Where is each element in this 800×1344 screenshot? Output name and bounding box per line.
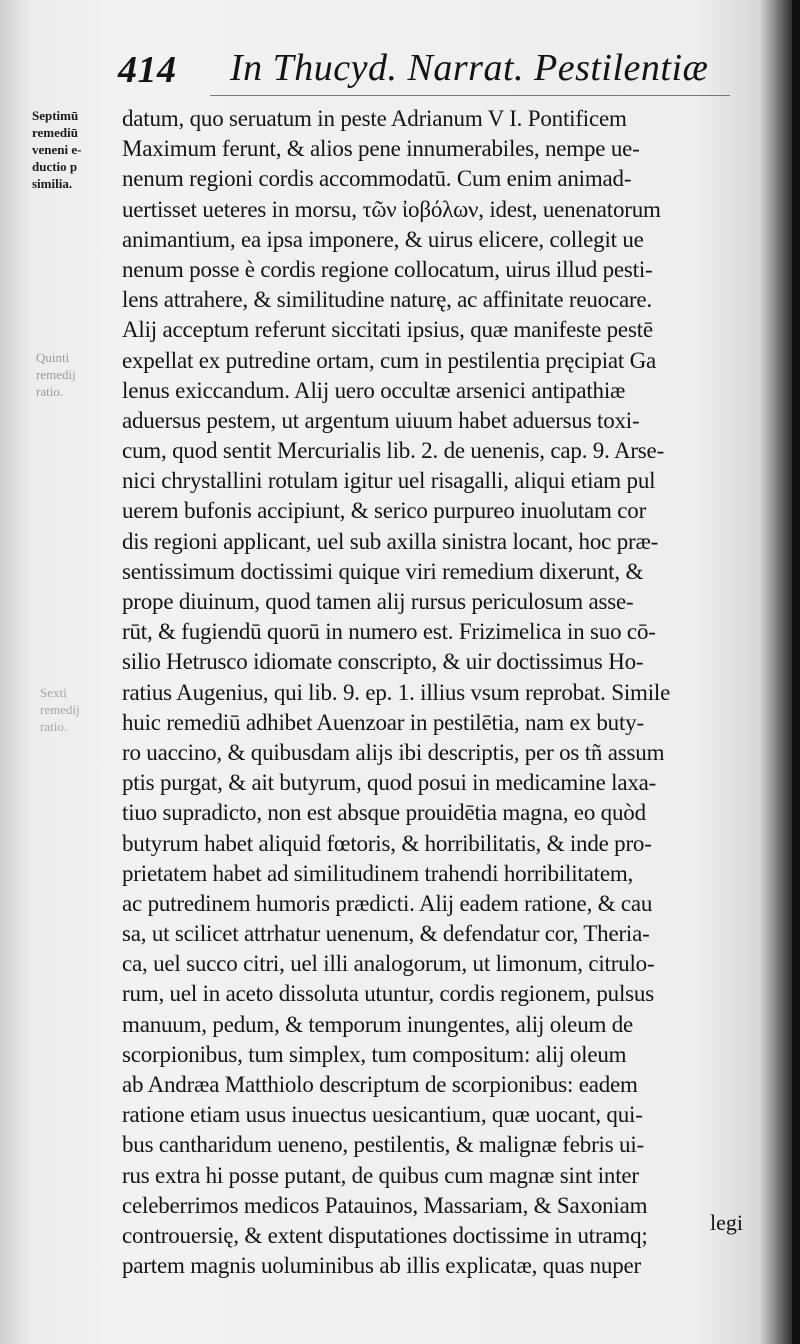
margin-note-line: remediū <box>32 125 78 140</box>
margin-note-line: ratio. <box>40 719 68 734</box>
text-line: datum, quo seruatum in peste Adrianum V I. Pontificem <box>122 106 627 131</box>
margin-note-line: Sexti <box>40 685 67 700</box>
text-line: partem magnis uoluminibus ab illis explicatæ, quas nuper <box>122 1253 641 1279</box>
margin-note-line: Septimū <box>32 108 79 123</box>
running-title: In Thucyd. Narrat. Pestilentiæ <box>230 47 709 89</box>
text-line: ab Andræa Matthiolo descriptum de scorpionibus: eadem <box>122 1072 638 1097</box>
text-line: sa, ut scilicet attrhatur uenenum, & defendatur cor, Theria- <box>122 921 650 947</box>
catchword: legi <box>710 1210 743 1235</box>
text-line: silio Hetrusco idiomate conscripto, & uir doctissimus Ho- <box>122 649 644 675</box>
margin-note-line: remedij <box>36 367 76 382</box>
margin-note-quinti <box>36 350 76 401</box>
page-header <box>118 42 758 98</box>
text-line: scorpionibus, tum simplex, tum compositum: alij oleum <box>122 1041 627 1067</box>
text-line: nenum posse è cordis regione collocatum, uirus illud pesti- <box>122 256 653 282</box>
margin-note-line: remedij <box>40 702 80 717</box>
text-line: Alij acceptum referunt siccitati ipsius, quæ manifeste pestē <box>122 317 653 343</box>
text-line: prietatem habet ad similitudinem trahendi horribilitatem, <box>122 860 634 886</box>
text-line: ptis purgat, & ait butyrum, quod posui in medicamine laxa- <box>122 770 657 796</box>
text-line: ratione etiam usus inuectus uesicantium, quæ uocant, qui- <box>122 1102 643 1128</box>
header-rule <box>210 95 730 96</box>
text-line: cum, quod sentit Mercurialis lib. 2. de uenenis, cap. 9. Arse- <box>122 438 665 464</box>
text-line: sentissimum doctissimi quique viri remedium dixerunt, & <box>122 558 644 584</box>
margin-note-line: Quinti <box>36 350 70 365</box>
text-line: nici chrystallini rotulam igitur uel risagalli, aliqui etiam pul <box>122 468 656 494</box>
text-line: rus extra hi posse putant, de quibus cum magnæ sint inter <box>122 1162 639 1188</box>
margin-note-line: veneni e- <box>32 142 82 157</box>
text-line: huic remediū adhibet Auenzoar in pestilētia, nam ex buty- <box>122 709 644 735</box>
page-number: 414 <box>118 49 177 91</box>
text-line: tiuo supradicto, non est absque prouidētia magna, eo quòd <box>122 800 646 826</box>
text-line: animantium, ea ipsa imponere, & uirus elicere, collegit ue <box>122 226 644 252</box>
text-line: aduersus pestem, ut argentum uiuum habet aduersus toxi- <box>122 407 640 433</box>
text-line: prope diuinum, quod tamen alij rursus periculosum asse- <box>122 589 634 614</box>
text-line: controuersię, & extent disputationes doctissime in utramq; <box>122 1222 648 1248</box>
body-text <box>122 104 762 1281</box>
margin-note-line: ductio p <box>32 159 78 174</box>
text-line: lenus exiccandum. Alij uero occultæ arsenici antipathiæ <box>122 377 626 403</box>
margin-note-line: similia. <box>32 176 73 191</box>
text-line: bus cantharidum ueneno, pestilentis, & malignæ febris ui- <box>122 1132 644 1158</box>
book-spine-shadow <box>792 0 800 1344</box>
text-line: uerem bufonis accipiunt, & serico purpureo inuolutam cor <box>122 498 647 524</box>
text-line: ac putredinem humoris prædicti. Alij eadem ratione, & cau <box>122 890 653 916</box>
text-line: expellat ex putredine ortam, cum in pestilentia pręcipiat Ga <box>122 347 657 373</box>
text-line: uertisset ueteres in morsu, τῶν ἰοβόλων, idest, uenenatorum <box>122 196 661 222</box>
text-line: ro uaccino, & quibusdam alijs ibi descriptis, per os tñ assum <box>122 739 665 765</box>
text-line: butyrum habet aliquid fœtoris, & horribilitatis, & inde pro- <box>122 830 652 856</box>
margin-note-sexti <box>40 685 80 736</box>
text-line: rūt, & fugiendū quorū in numero est. Frizimelica in suo cō- <box>122 619 656 645</box>
margin-note-septimum <box>32 108 81 193</box>
text-line: Maximum ferunt, & alios pene innumerabiles, nempe ue- <box>122 136 640 162</box>
text-line: nenum regioni cordis accommodatū. Cum enim animad- <box>122 166 632 192</box>
text-line: ratius Augenius, qui lib. 9. ep. 1. illius vsum reprobat. Simile <box>122 679 671 705</box>
text-line: celeberrimos medicos Patauinos, Massariam, & Saxoniam <box>122 1192 648 1218</box>
text-line: rum, uel in aceto dissoluta utuntur, cordis regionem, pulsus <box>122 981 654 1007</box>
text-line: manuum, pedum, & temporum inungentes, alij oleum de <box>122 1011 634 1037</box>
text-line: dis regioni applicant, uel sub axilla sinistra locant, hoc præ- <box>122 528 659 554</box>
text-line: ca, uel succo citri, uel illi analogorum, ut limonum, citrulo- <box>122 951 655 977</box>
margin-note-line: ratio. <box>36 384 64 399</box>
text-line: lens attrahere, & similitudine naturę, ac affinitate reuocare. <box>122 287 652 313</box>
